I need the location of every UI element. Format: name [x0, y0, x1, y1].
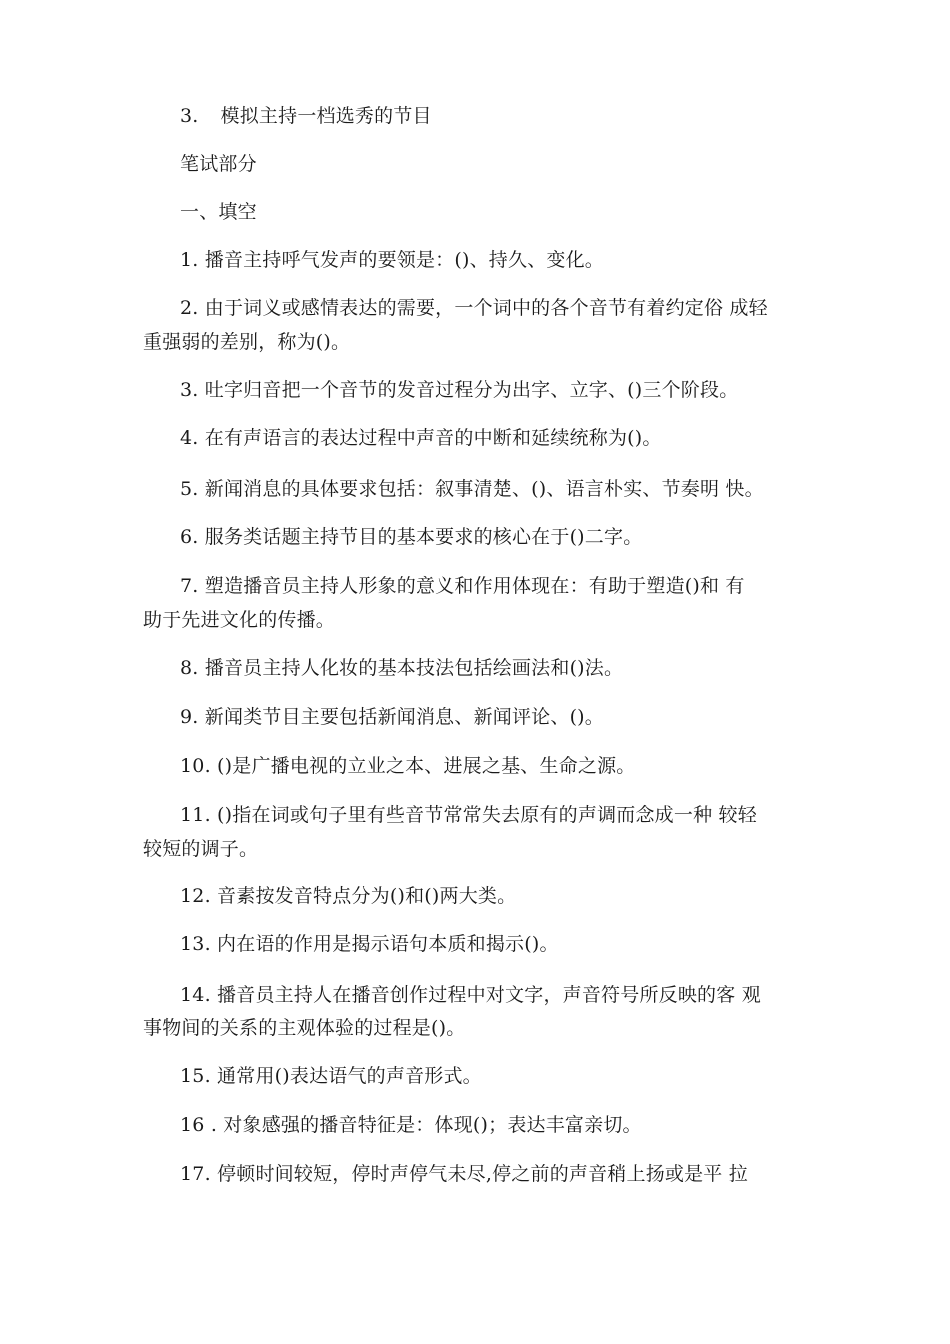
question-14-continuation: 事物间的关系的主观体验的过程是()。 — [143, 1017, 466, 1039]
heading-text: 模拟主持一档选秀的节目 — [220, 105, 432, 127]
question-7-continuation: 助于先进文化的传播。 — [143, 609, 336, 631]
question-12: 12. 音素按发音特点分为()和()两大类。 — [180, 885, 517, 907]
question-10: 10. ()是广播电视的立业之本、进展之基、生命之源。 — [180, 755, 636, 777]
question-7: 7. 塑造播音员主持人形象的意义和作用体现在：有助于塑造()和 有 — [180, 575, 745, 597]
question-3: 3. 吐字归音把一个音节的发音过程分为出字、立字、()三个阶段。 — [180, 379, 739, 401]
question-4: 4. 在有声语言的表达过程中声音的中断和延续统称为()。 — [180, 427, 662, 449]
subsection-title: 一、填空 — [180, 201, 257, 223]
question-17: 17. 停顿时间较短，停时声停气未尽,停之前的声音稍上扬或是平 拉 — [180, 1163, 748, 1185]
question-11: 11. ()指在词或句子里有些音节常常失去原有的声调而念成一种 较轻 — [180, 804, 757, 826]
section-title: 笔试部分 — [180, 153, 257, 175]
heading-number: 3. — [180, 105, 199, 127]
question-16: 16 . 对象感强的播音特征是：体现()；表达丰富亲切。 — [180, 1114, 642, 1136]
question-14: 14. 播音员主持人在播音创作过程中对文字，声音符号所反映的客 观 — [180, 984, 761, 1006]
question-11-continuation: 较短的调子。 — [143, 838, 259, 860]
question-8: 8. 播音员主持人化妆的基本技法包括绘画法和()法。 — [180, 657, 624, 679]
question-13: 13. 内在语的作用是揭示语句本质和揭示()。 — [180, 933, 559, 955]
heading-item — [180, 104, 432, 128]
question-9: 9. 新闻类节目主要包括新闻消息、新闻评论、()。 — [180, 706, 604, 728]
question-2: 2. 由于词义或感情表达的需要，一个词中的各个音节有着约定俗 成轻 — [180, 297, 768, 319]
question-2-continuation: 重强弱的差别，称为()。 — [143, 331, 351, 353]
question-1: 1. 播音主持呼气发声的要领是：()、持久、变化。 — [180, 249, 604, 271]
question-15: 15. 通常用()表达语气的声音形式。 — [180, 1065, 482, 1087]
question-6: 6. 服务类话题主持节目的基本要求的核心在于()二字。 — [180, 526, 643, 548]
question-5: 5. 新闻消息的具体要求包括：叙事清楚、()、语言朴实、节奏明 快。 — [180, 478, 764, 500]
